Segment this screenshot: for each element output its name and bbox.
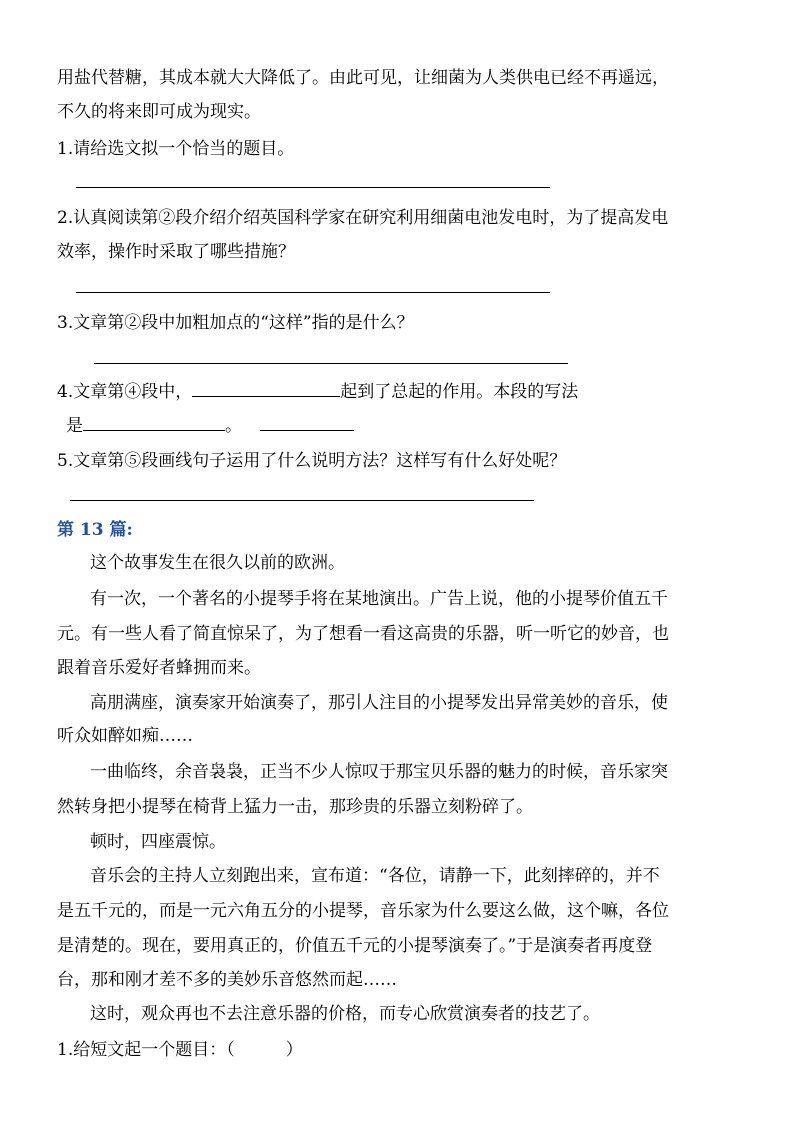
story-paragraph: 这时，观众再也不去注意乐器的价格，而专心欣赏演奏者的技艺了。: [90, 1004, 600, 1024]
story-paragraph: 高朋满座，演奏家开始演奏了，那引人注目的小提琴发出异常美妙的音乐，使: [90, 693, 668, 713]
answer-line[interactable]: [70, 500, 534, 501]
question-3-text: 3.文章第②段中加粗加点的“这样”指的是什么？: [57, 313, 414, 333]
question-4-line2-a: 是: [66, 416, 83, 436]
section-heading: 第 13 篇:: [57, 520, 133, 540]
story-paragraph: 顿时，四座震惊。: [90, 832, 226, 852]
fill-blank[interactable]: [260, 412, 354, 431]
question-4-line2-b: 。: [225, 416, 242, 436]
question-5-text: 5.文章第⑤段画线句子运用了什么说明方法？这样写有什么好处呢？: [57, 451, 567, 471]
story-line: 是五千元的，而是一元六角五分的小提琴，音乐家为什么要这么做，这个嘛，各位: [57, 901, 669, 921]
question-1-text: 1.请给选文拟一个恰当的题目。: [57, 139, 295, 159]
answer-line[interactable]: [76, 187, 550, 188]
fill-blank[interactable]: [83, 412, 225, 431]
answer-line[interactable]: [76, 292, 550, 293]
answer-line[interactable]: [94, 363, 568, 364]
story-line: 台，那和刚才差不多的美妙乐音悠然而起……: [57, 970, 397, 990]
question-4-part2: 起到了总起的作用。本段的写法: [340, 382, 579, 402]
question-2-text: 2.认真阅读第②段介绍介绍英国科学家在研究利用细菌电池发电时，为了提高发电: [57, 208, 669, 228]
story-paragraph: 这个故事发生在很久以前的欧洲。: [90, 553, 345, 573]
story-line: 然转身把小提琴在椅背上猛力一击，那珍贵的乐器立刻粉碎了。: [57, 797, 533, 817]
story-paragraph: 有一次，一个著名的小提琴手将在某地演出。广告上说，他的小提琴价值五千: [90, 589, 668, 609]
passage-line: 不久的将来即可成为现实。: [57, 102, 261, 122]
story-paragraph: 一曲临终，余音袅袅，正当不少人惊叹于那宝贝乐器的魅力的时候，音乐家突: [90, 762, 668, 782]
question-4-part1: 4.文章第④段中，: [57, 382, 193, 402]
question-4-text: [57, 378, 578, 404]
story-line: 是清楚的。现在，要用真正的，价值五千元的小提琴演奏了。”于是演奏者再度登: [57, 936, 653, 956]
story-line: 元。有一些人看了简直惊呆了，为了想看一看这高贵的乐器，听一听它的妙音，也: [57, 624, 669, 644]
question-4-text-cont: [66, 412, 354, 438]
passage-line: 用盐代替糖，其成本就大大降低了。由此可见，让细菌为人类供电已经不再遥远，: [57, 68, 669, 88]
story-paragraph: 音乐会的主持人立刻跑出来，宣布道：“各位，请静一下，此刻摔碎的，并不: [90, 866, 660, 886]
story-line: 听众如醉如痴……: [57, 726, 193, 746]
section13-question-1: 1.给短文起一个题目：（ ）: [57, 1040, 303, 1060]
story-line: 跟着音乐爱好者蜂拥而来。: [57, 658, 261, 678]
question-2-text-cont: 效率，操作时采取了哪些措施？: [57, 242, 295, 262]
fill-blank[interactable]: [192, 378, 340, 397]
